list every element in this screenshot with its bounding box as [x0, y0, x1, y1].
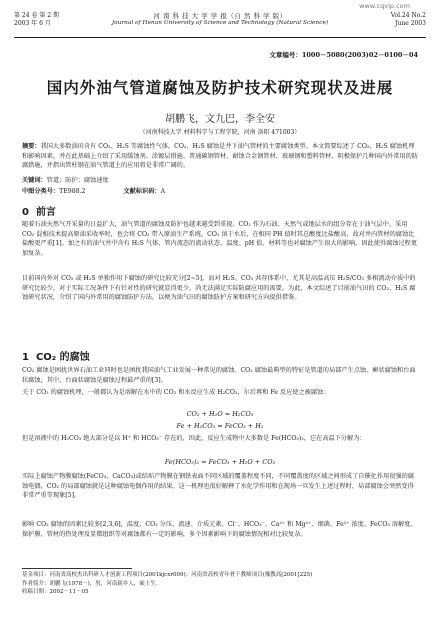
- co2-paragraph-1: CO₂ 腐蚀是困扰世界石油工业同时也是困扰我国油气工业发展一种常见的腐蚀。CO₂ 腐蚀最典型的特征是管道的局部产生点蚀、癣状腐蚀和台面状腐蚀，其中，台面状腐蚀是腐蚀过程最严重的[3]。: [22, 367, 416, 384]
- keywords: [22, 176, 418, 186]
- header-right-line1: Vol.24 No.2: [390, 12, 426, 19]
- section-number: 1: [22, 352, 29, 363]
- journal-header: [14, 8, 426, 38]
- section-title: CO₂ 的腐蚀: [35, 352, 90, 363]
- section-number: 0: [22, 207, 29, 218]
- article-id: 文章编号：1000－5080(2003)02－0100－04: [269, 51, 418, 59]
- header-left-line2: 2003 年 6 月: [14, 19, 51, 27]
- paper-title: 国内外油气管道腐蚀及防护技术研究现状及进展: [46, 79, 394, 97]
- footnotes: [22, 571, 418, 597]
- equation-1: CO₂ + H₂O = H₂CO₃: [186, 410, 254, 418]
- header-journal-en: Journal of Henan University of Science and Technology (Natural Science): [111, 20, 329, 27]
- co2-paragraph-4: 实际上腐蚀产物膜腐蚀(FeCO₃、CaCO₃)或结垢产物膜在钢铁表面不同区域的覆盖程度不同，不同覆盖度的区域之间形成了自催化作用很强的腐蚀电偶，CO₂ 的局部腐蚀就是这种腐蚀电偶作用的结果。这一机理也很好解释了水化学作用和在现场一旦发生上述过程时，局部腐蚀会突然变得非常严重等现象[5]。: [22, 473, 414, 500]
- co2-paragraph-3: 但是溶液中的 H₂CO₃ 绝大部分是以 H⁺ 和 HCO₃⁻ 存在的，因此，反应生成物中大多数是 Fe(HCO₃)₂，它在高温下分解为：: [22, 435, 366, 442]
- equation-2: Fe + H₂CO₃ = FeCO₃ + H₂: [176, 422, 264, 430]
- header-right-line2: June 2003: [395, 19, 426, 27]
- abstract-label: 摘要：: [22, 143, 41, 150]
- intro-paragraph-2: 目前国内外对 CO₂ 或 H₂S 单独作用下腐蚀的研究比较充分[2~5]，而对 H₂S、CO₂ 共存体系中，尤其是高温高压 H₂S/CO₂ 多相流动介质中的研究比较少，对于实际工况条件下有针对性的研究就显得更少，尚无法满足实际防腐应用的需要。为此，本文综述了目前油气田的 CO₂、H₂S 腐蚀研究状况，介绍了国内外常用的腐蚀防护方法，以便为油气田的腐蚀防护方案和研究方向提供借鉴。: [22, 275, 416, 302]
- equation-3: Fe(HCO₃)₂ = FeCO₃ + H₂O + CO₂: [164, 458, 276, 466]
- co2-paragraph-2: 关于 CO₂ 的腐蚀机理，一般都认为是溶解在水中的 CO₂ 和水反应生成 H₂CO₃，尔后再和 Fe 反应使之被腐蚀：: [22, 389, 330, 396]
- doc-code: [123, 188, 183, 195]
- co2-paragraph-5: 影响 CO₂ 腐蚀的因素比较多[2,3,6]，温度、CO₂ 分压、流速、介质元素、Cl⁻、HCO₃⁻、Ca²⁺ 和 Mg²⁺、细菌、Fe²⁺ 浓度、FeCO₃ 溶解度、保护膜、管材的热处理及显微组织等对腐蚀都有一定的影响，多个因素影响下的腐蚀情况相对比较复杂。: [22, 521, 417, 538]
- intro-paragraph-1: 随着石油天然气开采量的日益扩大，油气管道的腐蚀及防护也越来越受到重视。CO₂ 作为石油、天然气或地层水的组分存在于油气层中，采用 CO₂ 混相技术提高原油采收率时，也会将 CO₂ 带入原油生产系统。CO₂ 溶于水后，在相同 PH 值时其总酸度比盐酸高，故对井内管材的腐蚀比盐酸更严重[1]。加之有的油气井中含有 H₂S 气体，管内流态的流动状态、温度、pH 值、材料等也对腐蚀产生很大的影响，因此使得腐蚀过程更加复杂。: [22, 221, 418, 257]
- section-heading-co2: [22, 348, 90, 363]
- header-vol-no: [391, 12, 426, 28]
- header-journal-cn: 河 南 科 技 大 学 学 报（自 然 科 学 版）: [153, 12, 287, 20]
- doc-value: A: [160, 188, 166, 195]
- footnote-item: 作者简介：胡鹏飞(1978－)，男，河南新乡人，硕士生.: [22, 580, 158, 587]
- footnote-item: 收稿日期：2002－11－05: [22, 589, 89, 596]
- clc-value: TE988.2: [59, 188, 86, 195]
- doc-label: 文献标识码：: [123, 188, 161, 195]
- clc-label: 中图分类号：: [22, 188, 60, 195]
- keywords-text: 管道；防护；腐蚀速度: [46, 177, 109, 184]
- paper-affiliation: （河南科技大学 材料科学与工程学院，河南 洛阳 471003）: [139, 129, 301, 136]
- section-title: 前言: [35, 207, 56, 218]
- paper-authors: 胡鹏飞，文九巴，李全安: [165, 114, 275, 125]
- header-journal-name: [14, 12, 426, 28]
- classification: [22, 187, 418, 197]
- keywords-label: 关键词：: [22, 177, 47, 184]
- clc-code: [22, 188, 103, 195]
- watermark-url: www.cqvip.com: [359, 2, 410, 10]
- abstract: [22, 142, 418, 171]
- section-heading-intro: [22, 203, 56, 218]
- footnote-divider: [22, 568, 132, 569]
- footnote-item: 基金项目：河南省高校杰出科研人才创新工程项目(2001kjcxr009)；河南省高校青年骨干教师项目(豫教高[2001]225): [22, 572, 313, 578]
- abstract-text: 我国大多数油田含有 CO₂、H₂S 等腐蚀性气体，CO₂、H₂S 腐蚀是井下油气管材的主要腐蚀类型。本文简要综述了 CO₂、H₂S 腐蚀机理和影响因素，并在此基础上介绍了采用缓蚀剂、涂镀层措施、普通碳钢管材、耐蚀合金钢管材、玻璃钢和塑料管材、阴极保护几种国内外常用的防腐措施，并指出管柱钢在油气管道上的应用将是非常广阔的。: [22, 143, 418, 170]
- header-left-line1: 第 24 卷 第 2 期: [14, 12, 59, 19]
